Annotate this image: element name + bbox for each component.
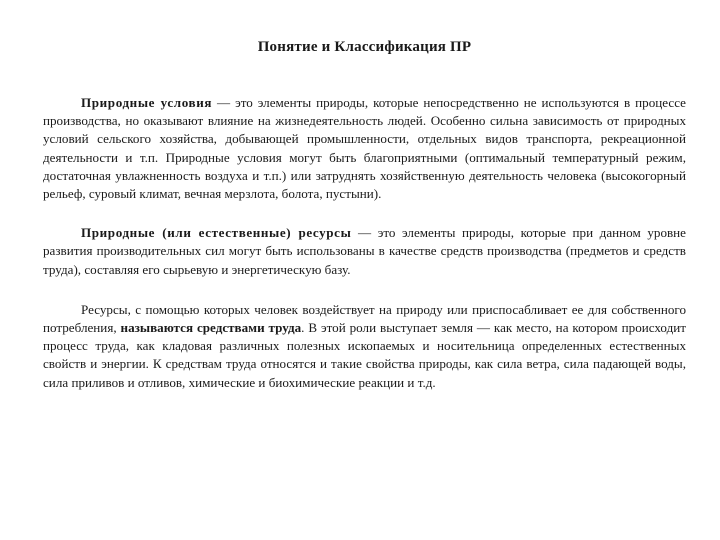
term-natural-resources: Природные (или естественные) ресурсы xyxy=(81,225,352,241)
page-title: Понятие и Классификация ПР xyxy=(257,39,472,55)
paragraph-natural-resources-text: — это элементы природы, которые при данном уровне развития производительных сил могут быть использованы в качестве средств производства (предметов и средств труда), составляя его сырьевую и энергетическую базу. xyxy=(43,225,686,277)
document-page xyxy=(43,0,686,392)
paragraph-natural-resources xyxy=(43,224,686,279)
paragraph-natural-conditions-text: — это элементы природы, которые непосредственно не используются в процессе производства, но оказывают влияние на жизнедеятельность людей. Особенно сильна зависимость от природных условий сельского хозяйства, добывающей промышленности, отдельных видов транспорта, рекреационной деятельности и т.п. Природные условия могут быть благоприятными (оптимальный температурный режим, достаточная увлажненность воздуха и т.п.) или затруднять хозяйственную деятельность человека (высокогорный рельеф, суровый климат, вечная мерзлота, болота, пустыни). xyxy=(43,95,686,202)
paragraph-natural-conditions xyxy=(43,94,686,203)
paragraph-means-of-labor xyxy=(43,301,686,392)
paragraph-means-of-labor-text-before: Ресурсы, с помощью которых человек воздействует на природу или приспосабливает ее для собственного потребления, xyxy=(43,301,686,336)
term-means-of-labor: называются средствами труда xyxy=(120,320,302,336)
term-natural-conditions: Природные условия xyxy=(81,95,213,110)
paragraph-means-of-labor-text-after: . В этой роли выступает земля — как место, на котором происходит процесс труда, как кладовая различных полезных ископаемых и носительница определенных естественных свойств и энергии. К средствам труда относятся и такие свойства природы, как сила ветра, сила падающей воды, сила приливов и отливов, химические и биохимические реакции и т.д. xyxy=(43,320,686,390)
